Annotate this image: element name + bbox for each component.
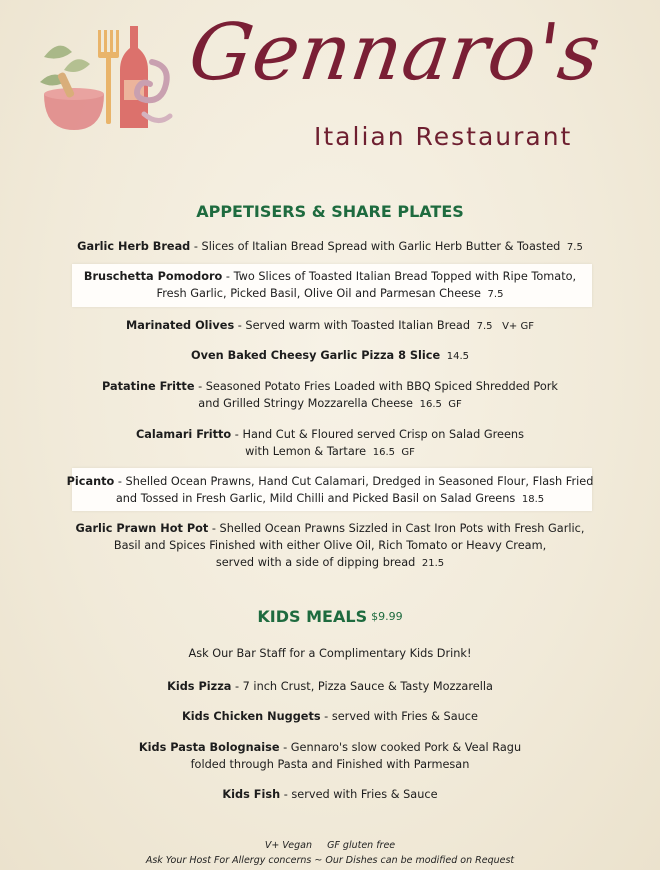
item-desc: - Shelled Ocean Prawns, Hand Cut Calamari, Dredged in Seasoned Flour, Flash Fried (114, 475, 594, 488)
item-desc: - Gennaro's slow cooked Pork & Veal Ragu (279, 741, 522, 754)
item-name: Oven Baked Cheesy Garlic Pizza 8 Slice (191, 349, 441, 362)
item-desc: - Slices of Italian Bread Spread with Garlic Herb Butter & Toasted (190, 240, 561, 253)
item-desc-line3: served with a side of dipping bread (215, 556, 416, 569)
item-desc: - 7 inch Crust, Pizza Sauce & Tasty Mozzarella (231, 680, 493, 693)
item-name: Kids Fish (222, 788, 281, 801)
kids-price: $9.99 (371, 610, 403, 623)
brand-tagline: Italian Restaurant (314, 122, 573, 151)
kids-title-text: KIDS MEALS (257, 607, 368, 626)
item-desc: - served with Fries & Sauce (280, 788, 438, 801)
menu-item (0, 238, 660, 256)
item-desc: - Hand Cut & Floured served Crisp on Salad Greens (231, 428, 524, 441)
item-desc: - served with Fries & Sauce (320, 710, 478, 723)
appetisers-title-text: APPETISERS & SHARE PLATES (196, 202, 464, 221)
menu-item (0, 347, 660, 365)
brand-name: Gennaro's (183, 8, 607, 98)
item-name: Garlic Herb Bread (77, 240, 191, 253)
item-name: Patatine Fritte (102, 380, 195, 393)
item-desc-line2: with Lemon & Tartare (245, 445, 367, 458)
item-desc: - Served warm with Toasted Italian Bread (234, 319, 471, 332)
item-price: 14.5 (446, 351, 469, 362)
item-price: 21.5 (421, 558, 445, 569)
item-name: Kids Pasta Bolognaise (138, 741, 280, 754)
item-desc-line2: Basil and Spices Finished with either Olive Oil, Rich Tomato or Heavy Cream, (113, 539, 547, 552)
menu-item (0, 739, 660, 773)
item-desc: - Two Slices of Toasted Italian Bread Topped with Ripe Tomato, (222, 270, 577, 283)
item-price: 16.5 GF (419, 399, 462, 410)
item-desc: - Seasoned Potato Fries Loaded with BBQ Spiced Shredded Pork (194, 380, 558, 393)
item-desc-line2: and Tossed in Fresh Garlic, Mild Chilli and Picked Basil on Salad Greens (115, 492, 516, 505)
item-price: 18.5 (521, 494, 545, 505)
item-price: 16.5 GF (372, 447, 415, 458)
item-name: Marinated Olives (126, 319, 235, 332)
item-desc-line2: and Grilled Stringy Mozzarella Cheese (198, 397, 413, 410)
item-name: Kids Pizza (167, 680, 232, 693)
kids-title (0, 607, 660, 626)
item-desc-line2: folded through Pasta and Finished with Parmesan (190, 758, 470, 771)
menu-item (0, 678, 660, 695)
item-name: Garlic Prawn Hot Pot (75, 522, 209, 535)
logo-artwork (34, 22, 174, 140)
item-name: Bruschetta Pomodoro (83, 270, 223, 283)
item-price: 7.5 V+ GF (476, 321, 534, 332)
menu-item (0, 520, 660, 572)
item-price: 7.5 (566, 242, 583, 253)
menu-item (0, 317, 660, 335)
menu-item (0, 268, 660, 303)
appetisers-title (0, 202, 660, 221)
allergy-note: Ask Your Host For Allergy concerns ~ Our Dishes can be modified on Request (145, 855, 515, 866)
kids-note: Ask Our Bar Staff for a Complimentary Kids Drink! (188, 647, 472, 660)
item-name: Calamari Fritto (136, 428, 232, 441)
menu-item (0, 426, 660, 461)
menu-item (0, 708, 660, 725)
menu-item (0, 786, 660, 803)
dietary-legend: V+ Vegan GF gluten free (264, 840, 396, 851)
menu-item (0, 378, 660, 413)
item-desc-line2: Fresh Garlic, Picked Basil, Olive Oil and Parmesan Cheese (156, 287, 481, 300)
menu-item (0, 473, 660, 508)
item-name: Kids Chicken Nuggets (182, 710, 321, 723)
item-desc: - Shelled Ocean Prawns Sizzled in Cast Iron Pots with Fresh Garlic, (208, 522, 585, 535)
item-name: Picanto (66, 475, 115, 488)
item-price: 7.5 (487, 289, 504, 300)
